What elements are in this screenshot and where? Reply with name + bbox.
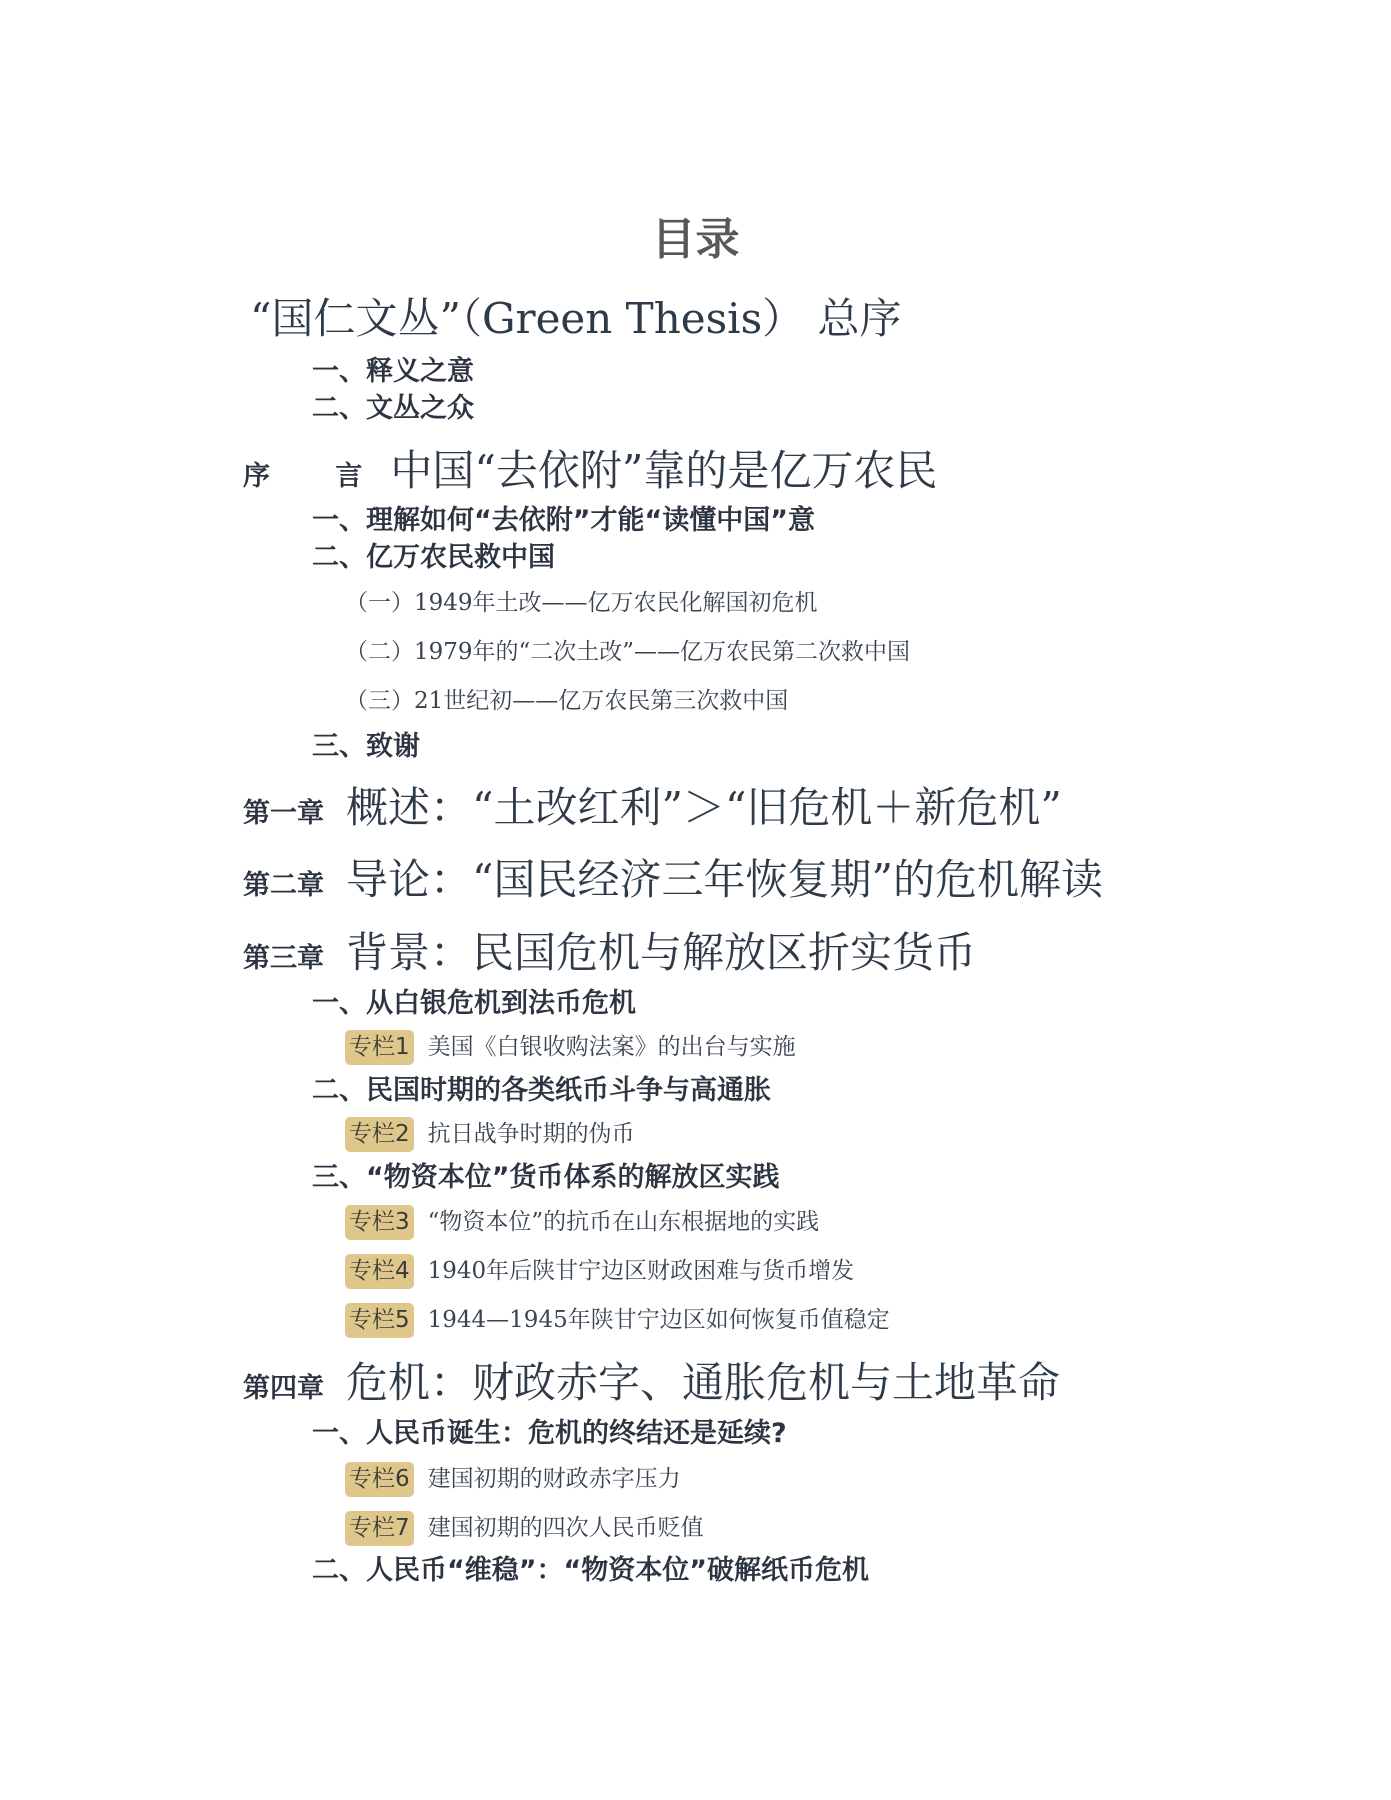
toc-chapter-2[interactable] <box>243 855 1103 904</box>
column-badge: 专栏4 <box>345 1254 414 1289</box>
column-badge: 专栏6 <box>345 1462 414 1497</box>
column-title: 建国初期的财政赤字压力 <box>427 1466 681 1492</box>
toc-preface-item-1[interactable]: 一、释义之意 <box>312 356 474 387</box>
toc-foreword-item-3[interactable]: 三、致谢 <box>312 731 420 762</box>
toc-ch3-column-3[interactable] <box>345 1205 819 1240</box>
toc-ch4-column-6[interactable] <box>345 1462 681 1497</box>
column-badge: 专栏2 <box>345 1117 414 1152</box>
toc-ch3-section-2[interactable]: 二、民国时期的各类纸币斗争与高通胀 <box>312 1075 771 1106</box>
chapter-2-label: 第二章 <box>243 870 324 901</box>
column-title: 建国初期的四次人民币贬值 <box>427 1515 704 1541</box>
toc-chapter-1[interactable] <box>243 783 1062 832</box>
toc-ch3-column-5[interactable] <box>345 1303 890 1338</box>
column-title: 1940年后陕甘宁边区财政困难与货币增发 <box>427 1258 855 1284</box>
toc-foreword-subitem-1[interactable]: （一）1949年土改——亿万农民化解国初危机 <box>345 590 818 616</box>
toc-preface-item-2[interactable]: 二、文丛之众 <box>312 393 474 424</box>
chapter-3-label: 第三章 <box>243 943 324 974</box>
toc-ch3-column-2[interactable] <box>345 1117 635 1152</box>
column-badge: 专栏3 <box>345 1205 414 1240</box>
chapter-1-label: 第一章 <box>243 798 324 829</box>
toc-foreword-item-1[interactable]: 一、理解如何“去依附”才能“读懂中国”意 <box>312 505 815 536</box>
chapter-1-title: 概述：“土改红利”＞“旧危机＋新危机” <box>346 783 1062 832</box>
toc-foreword[interactable] <box>243 446 938 495</box>
toc-ch3-column-4[interactable] <box>345 1254 854 1289</box>
toc-chapter-4[interactable] <box>243 1358 1061 1407</box>
foreword-label: 序 言 <box>243 461 391 492</box>
toc-chapter-3[interactable] <box>243 928 977 977</box>
column-title: 1944—1945年陕甘宁边区如何恢复币值稳定 <box>427 1307 890 1333</box>
foreword-title: 中国“去依附”靠的是亿万农民 <box>390 446 938 495</box>
toc-ch4-section-1[interactable]: 一、人民币诞生：危机的终结还是延续? <box>312 1418 787 1449</box>
toc-preface-heading[interactable]: “国仁文丛”（Green Thesis） 总序 <box>250 294 902 343</box>
column-title: 美国《白银收购法案》的出台与实施 <box>427 1034 796 1060</box>
column-title: 抗日战争时期的伪币 <box>427 1121 635 1147</box>
toc-ch3-section-1[interactable]: 一、从白银危机到法币危机 <box>312 988 636 1019</box>
chapter-2-title: 导论：“国民经济三年恢复期”的危机解读 <box>346 855 1103 904</box>
column-badge: 专栏7 <box>345 1511 414 1546</box>
toc-foreword-item-2[interactable]: 二、亿万农民救中国 <box>312 542 555 573</box>
chapter-4-title: 危机：财政赤字、通胀危机与土地革命 <box>346 1358 1061 1407</box>
chapter-4-label: 第四章 <box>243 1373 324 1404</box>
chapter-3-title: 背景：民国危机与解放区折实货币 <box>346 928 977 977</box>
toc-ch3-section-3[interactable]: 三、“物资本位”货币体系的解放区实践 <box>312 1162 780 1193</box>
page-title: 目录 <box>651 214 740 265</box>
toc-ch4-column-7[interactable] <box>345 1511 704 1546</box>
toc-ch3-column-1[interactable] <box>345 1030 796 1065</box>
toc-foreword-subitem-2[interactable]: （二）1979年的“二次土改”——亿万农民第二次救中国 <box>345 639 911 665</box>
toc-ch4-section-2[interactable]: 二、人民币“维稳”：“物资本位”破解纸币危机 <box>312 1555 869 1586</box>
column-badge: 专栏1 <box>345 1030 414 1065</box>
column-title: “物资本位”的抗币在山东根据地的实践 <box>427 1209 820 1235</box>
column-badge: 专栏5 <box>345 1303 414 1338</box>
toc-foreword-subitem-3[interactable]: （三）21世纪初——亿万农民第三次救中国 <box>345 688 789 714</box>
